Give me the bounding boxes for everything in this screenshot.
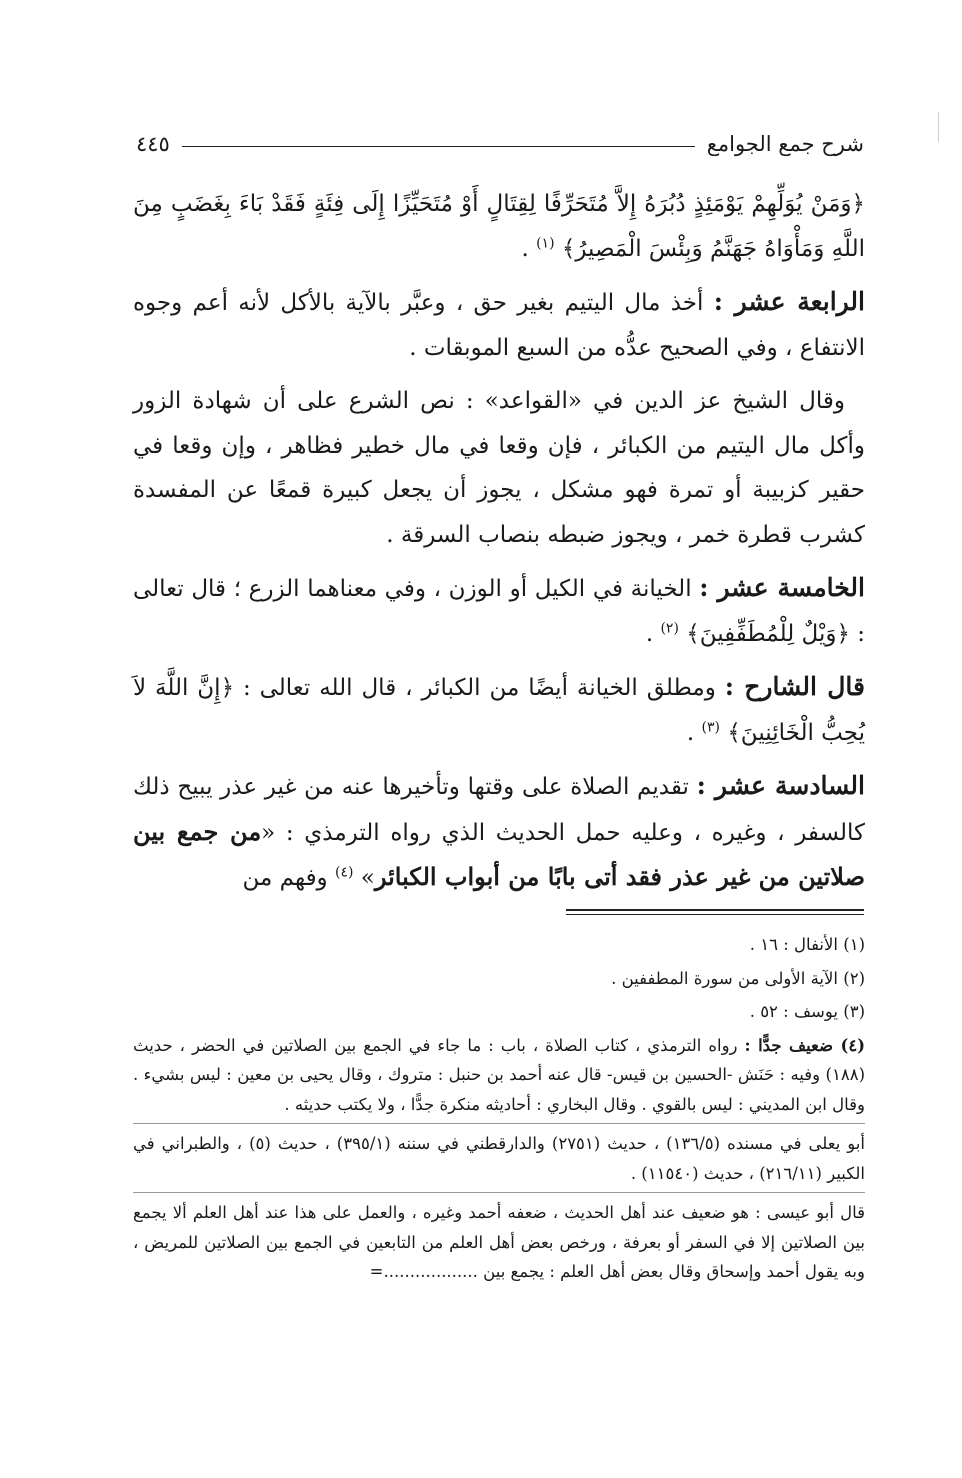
footnote-separator: [566, 909, 864, 917]
paragraph-commentator: [133, 665, 865, 755]
paragraph-end: وفهم من: [242, 865, 335, 891]
footnote-3: (٣) يوسف : ٥٢ .: [749, 1002, 865, 1021]
paragraph-izz-al-din: [133, 379, 865, 557]
footnote-2: (٢) الآية الأولى من سورة المطففين .: [611, 968, 865, 988]
footnote-4: [133, 1031, 865, 1120]
footnote-ref: (٢): [660, 619, 679, 636]
paragraph-end: .: [521, 235, 537, 262]
paragraph-quran-anfal: [133, 182, 865, 271]
footnote-ref: (١): [536, 234, 555, 251]
paragraph-fifteenth: [133, 566, 865, 656]
header-title: شرح جمع الجوامع: [706, 132, 864, 156]
paragraph-text: وقال الشيخ عز الدين في «القواعد» : نص الشرع على أن شهادة الزور وأكل مال اليتيم من الكبائر ، فإن وقعا في مال خطير فظاهر ، وإن وقعا في حقير كزبيبة أو تمرة فهو مشكل ، يجوز أن يجعل كبيرة قمعًا عن المفسدة كشرب قطرة خمر ، ويجوز ضبطه بنصاب السرقة .: [133, 388, 865, 548]
paragraph-text: أخذ مال اليتيم بغير حق ، وعبَّر بالآية بالأكل لأنه أعم وجوه الانتفاع ، وفي الصحيح عدُّه من السبع الموبقات .: [133, 290, 865, 361]
footnote-divider: [133, 1192, 865, 1193]
footnote-text: رواه الترمذي ، كتاب الصلاة ، باب : ما جاء في الجمع بين الصلاتين في الحضر ، حديث (١٨٨) وفيه : حَنَش -الحسين بن قيس- قال عنه أحمد بن حنبل : متروك ، وقال يحيى بن معين : ليس بشيء . وقال ابن المديني : ليس بالقوي . وقال البخاري : أحاديثه منكرة جدًّا ، ولا يكتب حديثه .: [133, 1035, 865, 1114]
paragraph-text: الخيانة في الكيل أو الوزن ، وفي معناهما الزرع ؛ قال تعالى :: [133, 576, 865, 647]
separator-thick-line: [566, 909, 864, 911]
quran-verse: ﴿وَمَنْ يُوَلِّهِمْ يَوْمَئِذٍ دُبُرَهُ إِلاَّ مُتَحَرِّفًا لِقِتَالٍ أَوْ مُتَحَيِّزًا إِلَى فِئَةٍ فَقَدْ بَاءَ بِغَضَبٍ مِنَ اللَّهِ وَمَأْوَاهُ جَهَنَّمُ وَبِئْسَ الْمَصِيرُ﴾: [133, 191, 865, 262]
footnotes: [133, 930, 865, 1287]
quran-verse: ﴿إِنَّ اللَّهَ لاَ يُحِبُّ الْخَائِنِينَ﴾: [133, 675, 865, 746]
footnote-1: (١) الأنفال : ١٦ .: [749, 935, 865, 954]
footnote-grade: (٤) ضعيف جدًّا :: [744, 1035, 866, 1055]
paragraph-fourteenth: [133, 280, 865, 370]
running-header: [136, 128, 864, 160]
footnote-4-sources: أبو يعلى في مسنده (١٣٦/٥) ، حديث (٢٧٥١) والدارقطني في سننه (٣٩٥/١) ، حديث (٥) ، والطبراني في الكبير (٢١٦/١١) ، حديث (١١٥٤٠) .: [133, 1134, 866, 1183]
separator-thin-line: [566, 914, 864, 915]
quran-verse: ﴿وَيْلٌ لِلْمُطَفِّفِينَ﴾: [686, 620, 850, 647]
footnote-divider: [133, 1123, 865, 1124]
section-heading: السادسة عشر :: [696, 771, 865, 800]
section-heading: الرابعة عشر :: [713, 287, 865, 316]
main-text: [133, 182, 865, 910]
paragraph-text: ومطلق الخيانة أيضًا من الكبائر ، قال الله تعالى :: [234, 675, 725, 701]
margin-mark: [938, 112, 939, 142]
section-heading: الخامسة عشر :: [699, 573, 865, 602]
paragraph-end: .: [645, 620, 661, 647]
footnote-ref: (٣): [701, 718, 721, 735]
paragraph-end: .: [686, 719, 702, 746]
section-heading: قال الشارح :: [724, 672, 865, 701]
paragraph-text: تقديم الصلاة على وقتها وتأخيرها عنه من غير عذر يبيح ذلك كالسفر ، وغيره ، وعليه حمل الحديث الذي رواه الترمذي : «: [133, 774, 865, 846]
page-number: ٤٤٥: [136, 132, 170, 156]
quote-close: »: [360, 865, 375, 891]
footnote-4-commentary: قال أبو عيسى : هو ضعيف عند أهل الحديث ، ضعفه أحمد وغيره ، والعمل على هذا عند أهل العلم ألا يجمع بين الصلاتين إلا في السفر أو بعرفة ، ورخص بعض أهل العلم من التابعين في الجمع بين الصلاتين للمريض ، وبه يقول أحمد وإسحاق وقال بعض أهل العلم : يجمع بين ..................=: [133, 1203, 865, 1281]
header-rule: [182, 146, 695, 147]
hadith-quote: من جمع بين صلاتين من غير عذر فقد أتى بابًا من أبواب الكبائر: [133, 816, 865, 891]
paragraph-sixteenth: [133, 764, 865, 901]
footnote-ref: (٤): [334, 864, 354, 881]
